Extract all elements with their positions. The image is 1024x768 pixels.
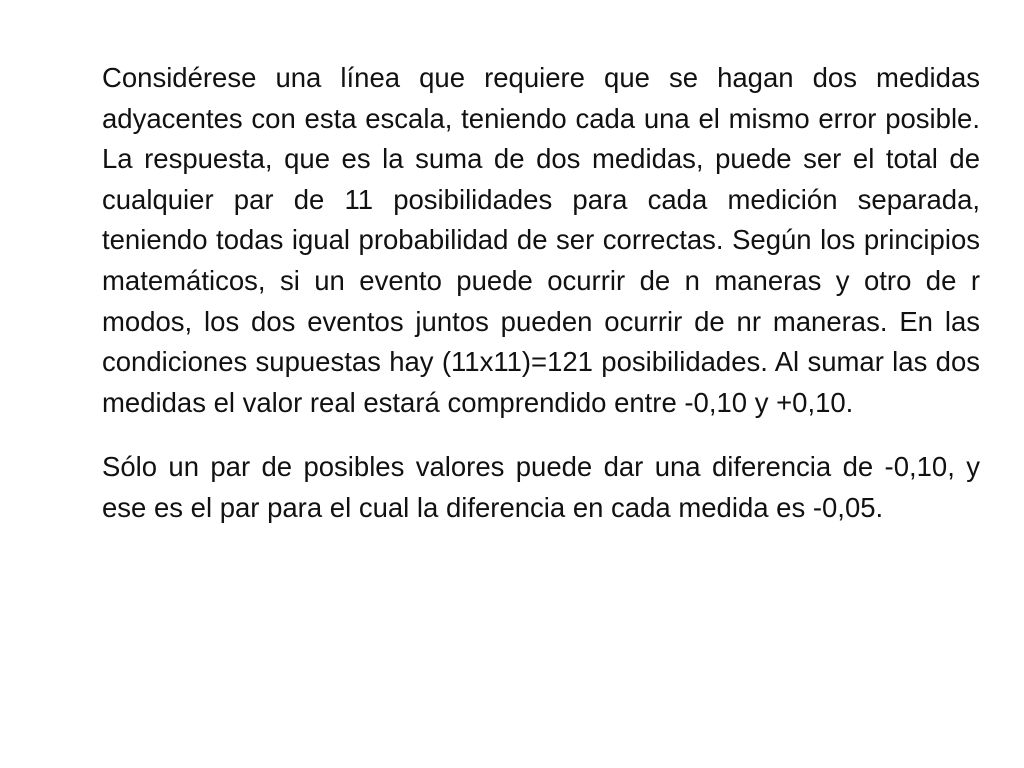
- paragraph-2: Sólo un par de posibles valores puede dar una diferencia de -0,10, y ese es el par para el cual la diferencia en cada medida es -0,05.: [102, 451, 980, 523]
- slide-body: [102, 58, 980, 529]
- paragraph-1: Considérese una línea que requiere que se hagan dos medidas adyacentes con esta escala, teniendo cada una el mismo error posible. La respuesta, que es la suma de dos medidas, puede ser el total de cualquier par de 11 posibilidades para cada medición separada, teniendo todas igual probabilidad de ser correctas. Según los principios matemáticos, si un evento puede ocurrir de n maneras y otro de r modos, los dos eventos juntos pueden ocurrir de nr maneras. En las condiciones supuestas hay (11x11)=121 posibilidades. Al sumar las dos medidas el valor real estará comprendido entre -0,10 y +0,10.: [102, 62, 980, 418]
